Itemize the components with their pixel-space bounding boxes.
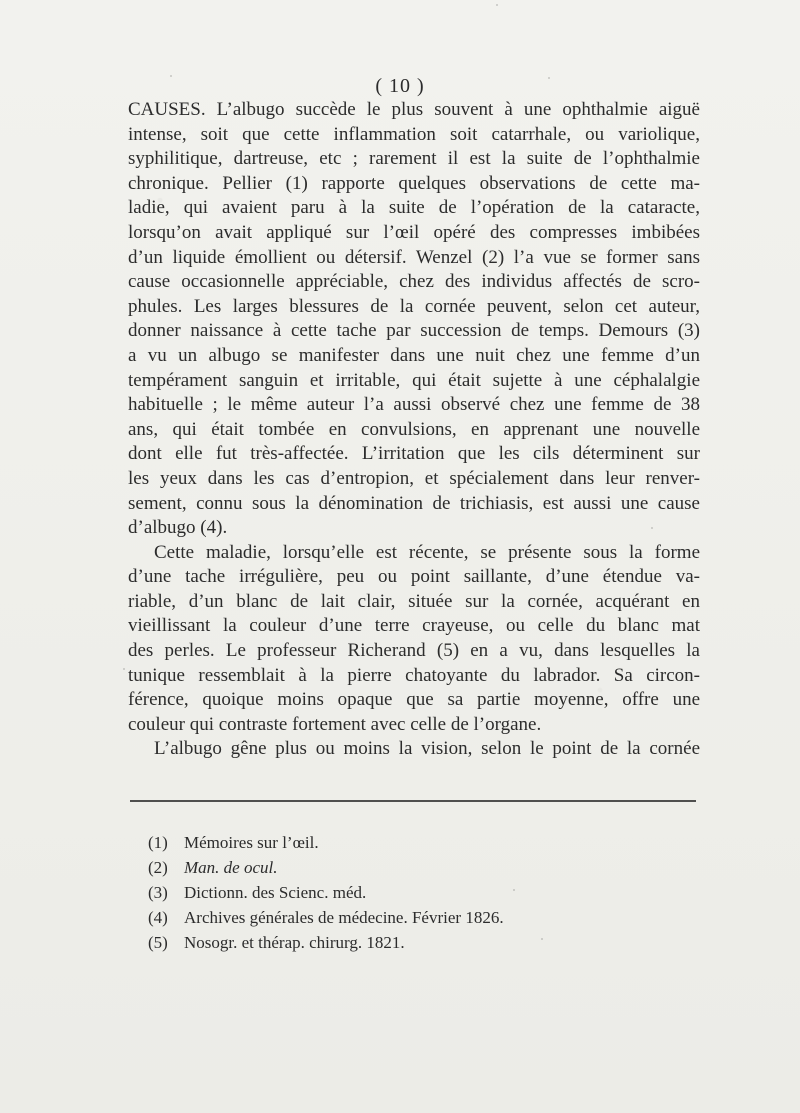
text-line: riable, d’un blanc de lait clair, située sur la cornée, acquérant en — [128, 590, 700, 612]
text-line: des perles. Le professeur Richerand (5) en a vu, dans lesquelles la — [128, 640, 700, 662]
footnote-item — [148, 905, 578, 930]
text-line: sement, connu sous la dénomination de trichiasis, est aussi une cause — [128, 492, 700, 514]
footnote-number: (1) — [148, 833, 168, 852]
text-line: phules. Les larges blessures de la cornée peuvent, selon cet auteur, — [128, 295, 700, 317]
paragraph-2 — [128, 541, 700, 738]
footnote-text: Dictionn. des Scienc. méd. — [184, 883, 367, 902]
text-line: lorsqu’on avait appliqué sur l’œil opéré des compresses imbibées — [128, 221, 700, 243]
paper-speckle — [123, 668, 125, 670]
text-line: ladie, qui avaient paru à la suite de l’opération de la cataracte, — [128, 197, 700, 219]
text-line: L’albugo gêne plus ou moins la vision, selon le point de la cornée — [154, 738, 700, 760]
text-line: couleur qui contraste fortement avec celle de l’organe. — [128, 713, 542, 735]
page-number: ( 10 ) — [375, 75, 425, 97]
text-line: chronique. Pellier (1) rapporte quelques observations de cette ma- — [128, 172, 700, 194]
footnote-item — [148, 930, 578, 955]
paper-speckle — [170, 75, 172, 77]
text-line: férence, quoique moins opaque que sa partie moyenne, offre une — [128, 689, 700, 711]
text-line: d’une tache irrégulière, peu ou point saillante, d’une étendue va- — [128, 566, 700, 588]
footnote-text: Nosogr. et thérap. chirurg. 1821. — [184, 933, 405, 952]
footnote-number: (5) — [148, 933, 168, 952]
text-line: vieillissant la couleur d’une terre crayeuse, ou celle du blanc mat — [128, 615, 700, 637]
footnote-separator — [130, 800, 696, 802]
paper-speckle — [548, 77, 550, 79]
footnote-item — [148, 855, 578, 880]
text-line: cause occasionnelle appréciable, chez des individus affectés de scro- — [128, 271, 700, 293]
paper-speckle — [651, 527, 653, 529]
text-line: a vu un albugo se manifester dans une nuit chez une femme d’un — [128, 344, 700, 366]
paper-speckle — [541, 938, 543, 940]
text-line: donner naissance à cette tache par succession de temps. Demours (3) — [128, 320, 700, 342]
paragraph-1 — [128, 98, 700, 541]
footnote-number: (3) — [148, 883, 168, 902]
footnote-text: Archives générales de médecine. Février 1826. — [184, 908, 504, 927]
text-line: habituelle ; le même auteur l’a aussi observé chez une femme de 38 — [128, 394, 700, 416]
paragraph-3 — [128, 737, 700, 762]
paper-speckle — [513, 889, 515, 891]
footnotes — [148, 830, 578, 955]
text-line: Cette maladie, lorsqu’elle est récente, se présente sous la forme — [154, 541, 700, 563]
footnote-item — [148, 830, 578, 855]
text-line: d’un liquide émollient ou détersif. Wenzel (2) l’a vue se former sans — [128, 246, 700, 268]
text-line: intense, soit que cette inflammation soit catarrhale, ou variolique, — [128, 123, 700, 145]
main-text — [128, 98, 700, 762]
text-line: ans, qui était tombée en convulsions, en apprenant une nouvelle — [128, 418, 700, 440]
text-line: CAUSES. L’albugo succède le plus souvent à une ophthalmie aiguë — [128, 99, 700, 120]
footnote-item — [148, 880, 578, 905]
footnote-number: (4) — [148, 908, 168, 927]
footnote-text: Man. de ocul. — [184, 858, 278, 877]
text-line: dont elle fut très-affectée. L’irritation que les cils déterminent sur — [128, 443, 700, 465]
text-line: tunique ressemblait à la pierre chatoyante du labrador. Sa circon- — [128, 664, 700, 686]
text-line: les yeux dans les cas d’entropion, et spécialement dans leur renver- — [128, 467, 700, 489]
footnote-number: (2) — [148, 858, 168, 877]
text-line: tempérament sanguin et irritable, qui était sujette à une céphalalgie — [128, 369, 700, 391]
text-line: d’albugo (4). — [128, 517, 228, 539]
text-line: syphilitique, dartreuse, etc ; rarement il est la suite de l’ophthalmie — [128, 148, 700, 170]
paper-speckle — [496, 4, 498, 6]
footnote-text: Mémoires sur l’œil. — [184, 833, 319, 852]
